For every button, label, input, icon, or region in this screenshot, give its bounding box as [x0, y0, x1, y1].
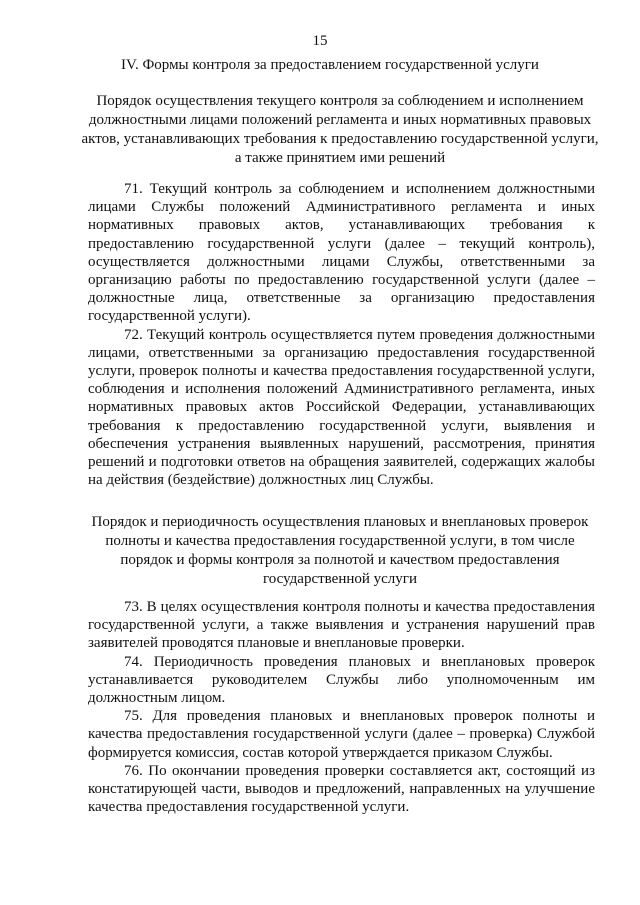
paragraph-73: 73. В целях осуществления контроля полноты и качества предоставления государственной услуги, а также выявления и устранения нарушений прав заявителей проводятся плановые и внеплановые проверки. — [88, 599, 595, 652]
subheading-current-control: Порядок осуществления текущего контроля за соблюдением и исполнением должностными лицами положений регламента и иных нормативных правовых актов, устанавливающих требования к предоставлению государственной услуги, а также принятием ими решений — [81, 93, 599, 166]
paragraph-74: 74. Периодичность проведения плановых и внеплановых проверок устанавливается руководителем Службы либо уполномоченным им должностным лицом. — [88, 653, 595, 707]
paragraph-75: 75. Для проведения плановых и внеплановых проверок полноты и качества предоставления государственной услуги (далее – проверка) Службой формируется комиссия, состав которой утверждается приказом Службы. — [88, 708, 595, 761]
page-number: 15 — [312, 33, 328, 49]
paragraph-72: 72. Текущий контроль осуществляется путем проведения должностными лицами, ответственными за организацию предоставления государственной услуги, проверок полноты и качества предоставления государственной услуги, соблюдения и исполнения положений Административного регламента, иных нормативных правовых актов Российской Федерации, устанавливающих требования к предоставлению государственной услуги, выявления и обеспечения устранения выявленных нарушений, рассмотрения, принятия решений и подготовки ответов на обращения заявителей, содержащих жалобы на действия (бездействие) должностных лиц Службы. — [88, 326, 595, 489]
paragraph-group-current-control — [88, 180, 595, 489]
paragraph-group-inspections — [88, 598, 595, 816]
section-title: IV. Формы контроля за предоставлением государственной услуги — [121, 57, 539, 73]
paragraph-71: 71. Текущий контроль за соблюдением и исполнением должностными лицами Службы положений Административного регламента и иных нормативных правовых актов, устанавливающих требования к предоставлению государственной услуги (далее – текущий контроль), осуществляется должностными лицами Службы, ответственными за организацию работы по предоставлению государственной услуги (далее – должностные лица, ответственные за организацию предоставления государственной услуги). — [88, 181, 595, 325]
subheading-inspections: Порядок и периодичность осуществления плановых и внеплановых проверок полноты и качества предоставления государственной услуги, в том числе порядок и формы контроля за полнотой и качеством предоставления государственной услуги — [91, 514, 589, 587]
paragraph-76: 76. По окончании проведения проверки составляется акт, состоящий из констатирующей части, выводов и предложений, направленных на улучшение качества предоставления государственной услуги. — [88, 762, 595, 816]
